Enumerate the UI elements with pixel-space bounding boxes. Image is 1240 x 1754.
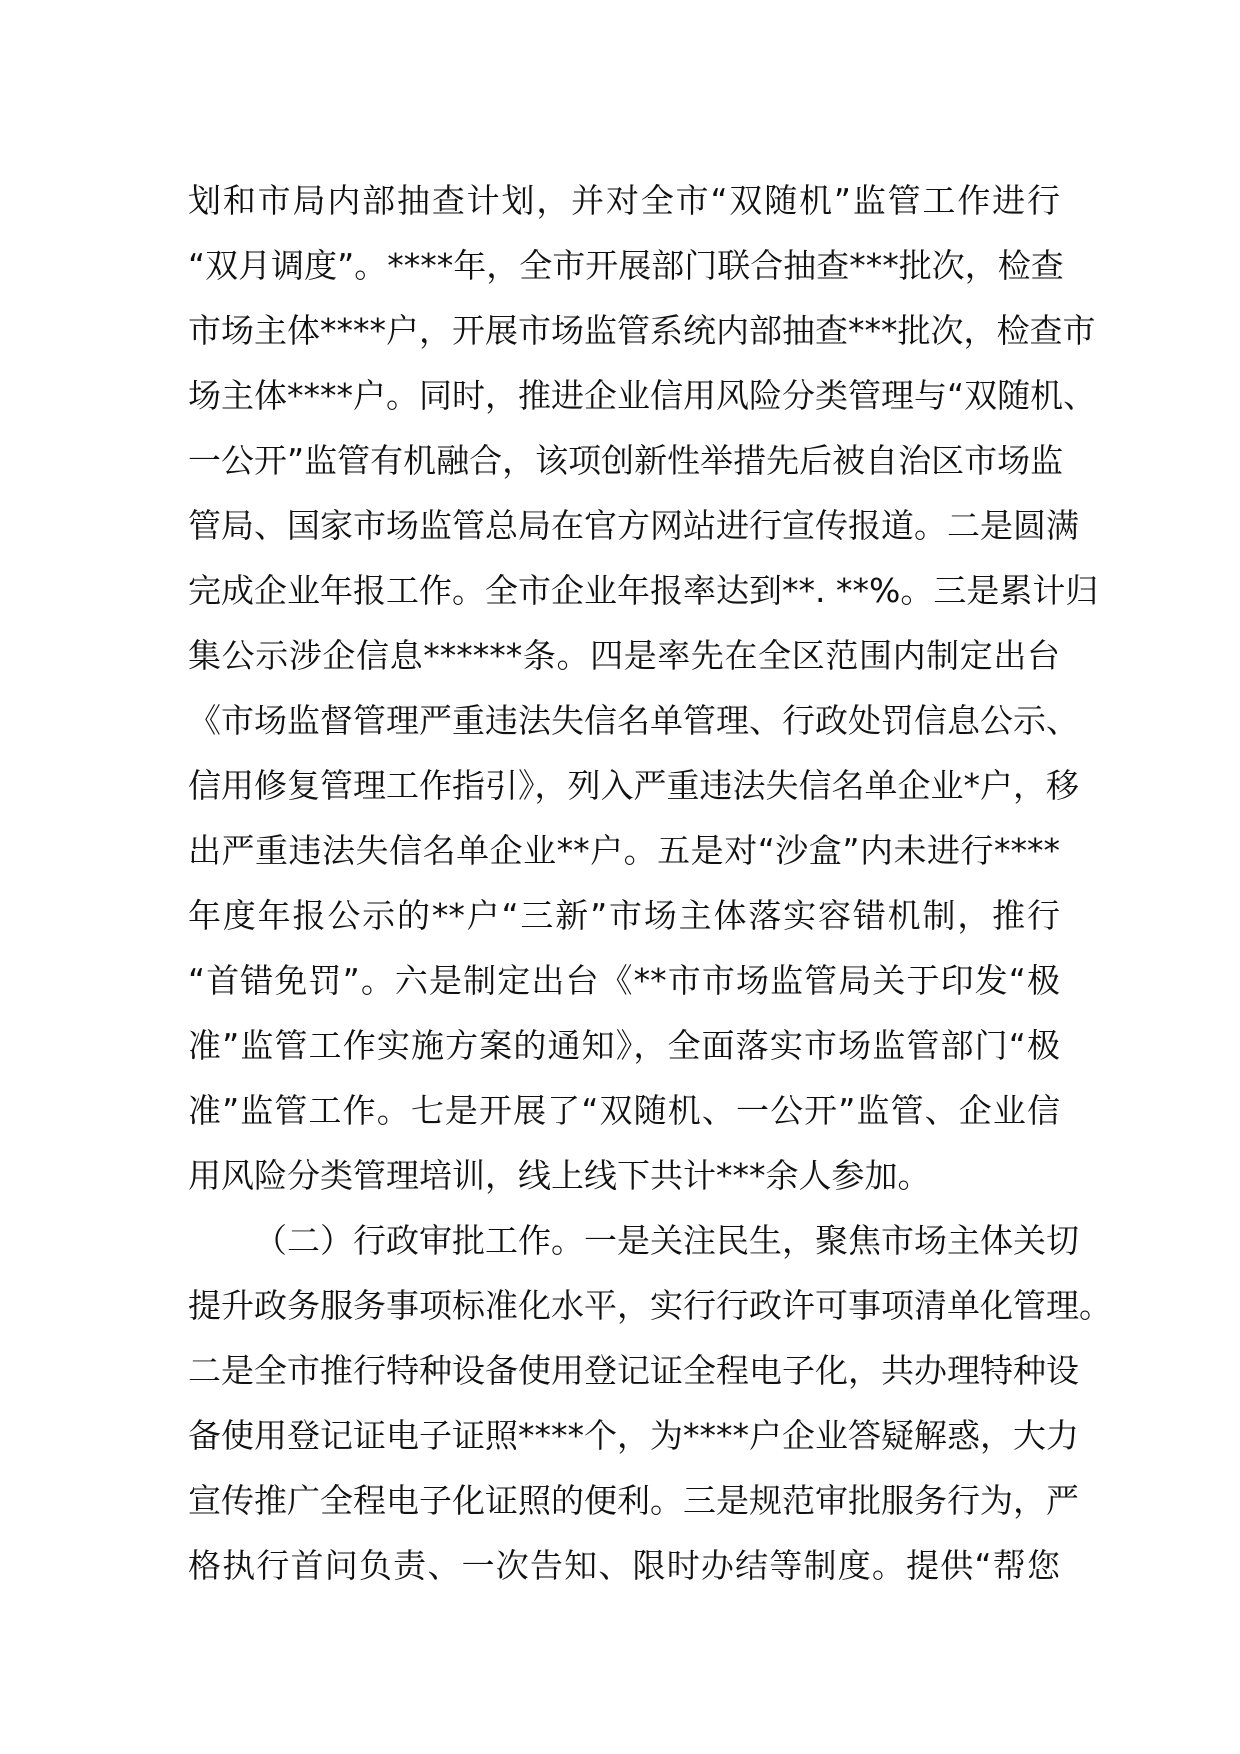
text-line: 准”监管工作实施方案的通知》，全面落实市场监管部门“极 [188, 1026, 1060, 1065]
text-line: 宣传推广全程电子化证照的便利。三是规范审批服务行为，严 [188, 1481, 1079, 1520]
text-line: 一公开”监管有机融合，该项创新性举措先后被自治区市场监 [188, 441, 1064, 480]
text-line: 准”监管工作。七是开展了“双随机、一公开”监管、企业信 [188, 1091, 1060, 1130]
text-line: 二是全市推行特种设备使用登记证全程电子化，共办理特种设 [188, 1351, 1079, 1390]
text-line: 提升政务服务事项标准化水平，实行行政许可事项清单化管理。 [188, 1286, 1112, 1325]
text-line: 集公示涉企信息******条。四是率先在全区范围内制定出台 [188, 636, 1060, 675]
text-line: 完成企业年报工作。全市企业年报率达到**. **%。三是累计归 [188, 571, 1099, 610]
text-line: 备使用登记证电子证照****个，为****户企业答疑解惑，大力 [188, 1416, 1079, 1455]
text-line: 年度年报公示的**户“三新”市场主体落实容错机制，推行 [188, 896, 1060, 935]
text-line: 场主体****户。同时，推进企业信用风险分类管理与“双随机、 [188, 376, 1097, 415]
text-line: 《市场监督管理严重违法失信名单管理、行政处罚信息公示、 [188, 701, 1079, 740]
text-line: 信用修复管理工作指引》，列入严重违法失信名单企业*户，移 [188, 766, 1079, 805]
text-line: 用风险分类管理培训，线上线下共计***余人参加。 [188, 1156, 931, 1195]
text-line: 管局、国家市场监管总局在官方网站进行宣传报道。二是圆满 [188, 506, 1079, 545]
text-line: 出严重违法失信名单企业**户。五是对“沙盒”内未进行**** [188, 831, 1060, 870]
text-line: 格执行首问负责、一次告知、限时办结等制度。提供“帮您 [188, 1546, 1060, 1585]
text-line: 市场主体****户，开展市场监管系统内部抽查***批次，检查市 [188, 311, 1096, 350]
text-line: “首错免罚”。六是制定出台《**市市场监管局关于印发“极 [188, 961, 1060, 1000]
text-line: 划和市局内部抽查计划，并对全市“双随机”监管工作进行 [188, 181, 1060, 220]
document-body [188, 168, 1112, 1598]
text-line: “双月调度”。****年，全市开展部门联合抽查***批次，检查 [188, 246, 1064, 285]
section-heading-line: （二）行政审批工作。一是关注民生，聚焦市场主体关切 [254, 1221, 1079, 1260]
